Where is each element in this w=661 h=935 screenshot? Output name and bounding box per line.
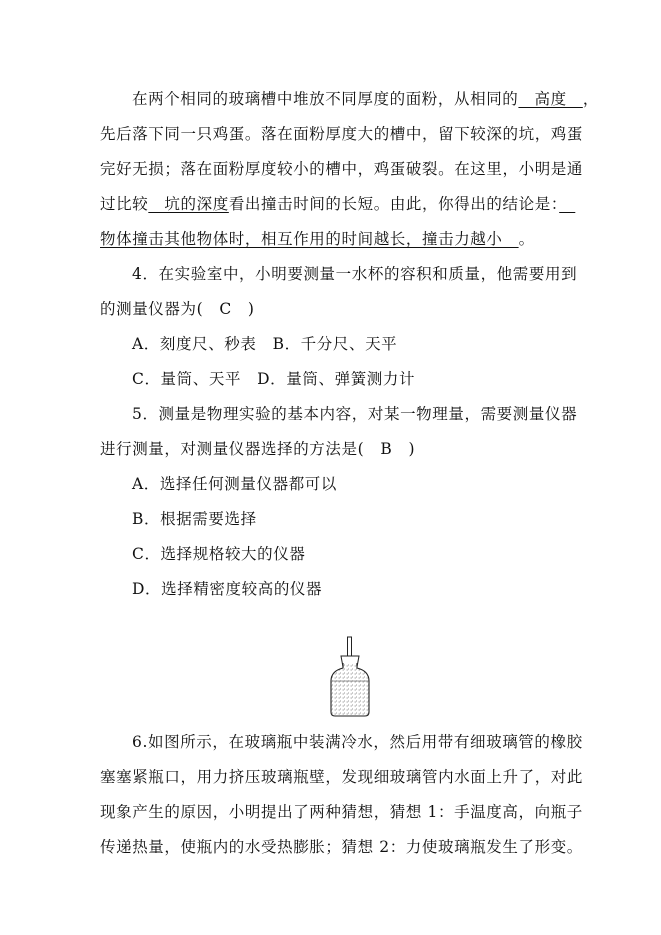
q5-option-d: D．选择精密度较高的仪器 <box>132 580 323 598</box>
q4-options-cd: C．量筒、天平 D．量筒、弹簧测力计 <box>132 370 416 388</box>
q3-line-5: 物体撞击其他物体时，相互作用的时间越长，撞击力越小 。 <box>100 230 535 248</box>
q3-line-3: 完好无损；落在面粉厚度较小的槽中，鸡蛋破裂。在这里，小明是通 <box>100 160 584 178</box>
q5-stem-1: 5．测量是物理实验的基本内容，对某一物理量，需要测量仪器 <box>132 405 578 423</box>
q3-answer-depth: 坑的深度 <box>148 195 229 213</box>
q4-options-ab: A．刻度尺、秒表 B．千分尺、天平 <box>132 335 398 353</box>
q6-line-3: 现象产生的原因，小明提出了两种猜想，猜想 1：手温度高，向瓶子 <box>100 803 583 821</box>
q5-option-c: C．选择规格较大的仪器 <box>132 545 306 563</box>
q6-line-2: 塞塞紧瓶口，用力挤压玻璃瓶壁，发现细玻璃管内水面上升了，对此 <box>100 768 584 786</box>
q5-option-b: B．根据需要选择 <box>132 510 257 528</box>
q5-stem-2: 进行测量，对测量仪器选择的方法是( B ) <box>100 440 416 458</box>
q6-line-4: 传递热量，使瓶内的水受热膨胀；猜想 2：力使玻璃瓶发生了形变。 <box>100 838 583 856</box>
q4-stem-2: 的测量仪器为( C ) <box>100 300 255 318</box>
q3-answer-conclusion: 物体撞击其他物体时，相互作用的时间越长，撞击力越小 <box>100 230 519 248</box>
glass-bottle-figure <box>326 636 374 718</box>
bottle-body <box>331 663 369 716</box>
q3-line-1: 在两个相同的玻璃槽中堆放不同厚度的面粉，从相同的 高度 ， <box>132 90 599 108</box>
q3-line-4: 过比较 坑的深度看出撞击时间的长短。由此，你得出的结论是： <box>100 195 560 213</box>
q4-stem-1: 4．在实验室中，小明要测量一水杯的容积和质量，他需要用到 <box>132 265 578 283</box>
q3-answer-height: 高度 <box>518 90 583 108</box>
q3-line-2: 先后落下同一只鸡蛋。落在面粉厚度大的槽中，留下较深的坑，鸡蛋 <box>100 125 584 143</box>
q5-option-a: A．选择任何测量仪器都可以 <box>132 475 337 493</box>
q6-line-1: 6.如图所示，在玻璃瓶中装满冷水，然后用带有细玻璃管的橡胶 <box>132 733 583 751</box>
